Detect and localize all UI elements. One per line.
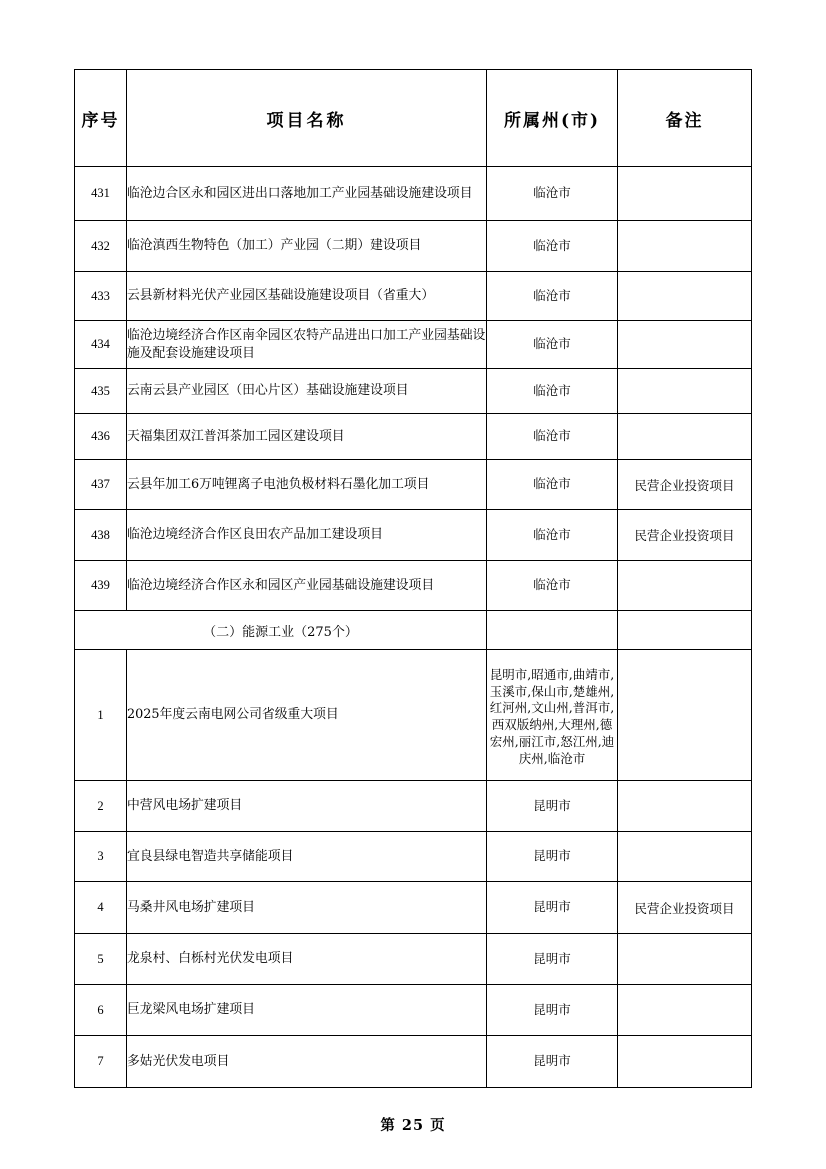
row-region: 昆明市 — [487, 934, 618, 985]
section-heading-row — [75, 611, 752, 650]
row-remark — [618, 781, 752, 832]
row-region: 临沧市 — [487, 510, 618, 561]
row-remark — [618, 1036, 752, 1088]
column-header-region: 所属州(市) — [487, 70, 618, 167]
row-no: 5 — [75, 934, 127, 985]
row-no: 3 — [75, 832, 127, 882]
row-name: 临沧边境经济合作区南伞园区农特产品进出口加工产业园基础设施及配套设施建设项目 — [127, 321, 487, 369]
row-no: 6 — [75, 985, 127, 1036]
table-row — [75, 414, 752, 460]
row-name: 临沧边境经济合作区良田农产品加工建设项目 — [127, 510, 487, 561]
row-remark — [618, 561, 752, 611]
row-no: 7 — [75, 1036, 127, 1088]
row-remark — [618, 369, 752, 414]
row-name: 2025年度云南电网公司省级重大项目 — [127, 650, 487, 781]
row-region: 临沧市 — [487, 272, 618, 321]
row-remark — [618, 272, 752, 321]
section-heading: （二）能源工业（275个） — [75, 611, 487, 650]
row-remark — [618, 221, 752, 272]
table-row — [75, 321, 752, 369]
table-row — [75, 561, 752, 611]
row-no: 432 — [75, 221, 127, 272]
project-table-container — [74, 69, 751, 1088]
row-no: 4 — [75, 882, 127, 934]
row-region: 昆明市 — [487, 1036, 618, 1088]
column-header-name: 项目名称 — [127, 70, 487, 167]
row-name: 临沧边境经济合作区永和园区产业园基础设施建设项目 — [127, 561, 487, 611]
row-remark: 民营企业投资项目 — [618, 460, 752, 510]
row-region — [487, 650, 618, 781]
table-row — [75, 1036, 752, 1088]
row-remark — [618, 650, 752, 781]
table-row — [75, 510, 752, 561]
row-name: 中营风电场扩建项目 — [127, 781, 487, 832]
row-name: 云县新材料光伏产业园区基础设施建设项目（省重大） — [127, 272, 487, 321]
row-no: 437 — [75, 460, 127, 510]
row-name: 多姑光伏发电项目 — [127, 1036, 487, 1088]
row-remark — [618, 321, 752, 369]
row-remark — [618, 832, 752, 882]
row-region: 昆明市 — [487, 832, 618, 882]
row-region: 昆明市 — [487, 781, 618, 832]
row-no: 2 — [75, 781, 127, 832]
row-no: 436 — [75, 414, 127, 460]
row-no: 435 — [75, 369, 127, 414]
row-no: 1 — [75, 650, 127, 781]
row-region: 临沧市 — [487, 414, 618, 460]
row-name: 云县年加工6万吨锂离子电池负极材料石墨化加工项目 — [127, 460, 487, 510]
row-region: 临沧市 — [487, 221, 618, 272]
table-row — [75, 781, 752, 832]
row-name: 云南云县产业园区（田心片区）基础设施建设项目 — [127, 369, 487, 414]
row-remark — [618, 934, 752, 985]
row-no: 433 — [75, 272, 127, 321]
row-region: 昆明市 — [487, 882, 618, 934]
row-region: 临沧市 — [487, 167, 618, 221]
row-name: 马桑井风电场扩建项目 — [127, 882, 487, 934]
row-name: 龙泉村、白栎村光伏发电项目 — [127, 934, 487, 985]
row-name: 临沧滇西生物特色（加工）产业园（二期）建设项目 — [127, 221, 487, 272]
page-footer: 第 25 页 — [380, 1117, 446, 1134]
section-remark-blank — [618, 611, 752, 650]
table-row — [75, 460, 752, 510]
table-row — [75, 985, 752, 1036]
row-region: 临沧市 — [487, 369, 618, 414]
section-region-blank — [487, 611, 618, 650]
table-row — [75, 221, 752, 272]
row-region-text: 昆明市,昭通市,曲靖市,玉溪市,保山市,楚雄州,红河州,文山州,普洱市,西双版纳州,大理州,德宏州,丽江市,怒江州,迪庆州,临沧市 — [489, 666, 615, 766]
row-remark — [618, 167, 752, 221]
row-name: 天福集团双江普洱茶加工园区建设项目 — [127, 414, 487, 460]
row-no: 434 — [75, 321, 127, 369]
table-row — [75, 832, 752, 882]
column-header-no: 序号 — [75, 70, 127, 167]
table-row — [75, 934, 752, 985]
row-region: 临沧市 — [487, 321, 618, 369]
column-header-remark: 备注 — [618, 70, 752, 167]
row-remark — [618, 414, 752, 460]
table-row — [75, 167, 752, 221]
table-header-row — [75, 70, 752, 167]
row-region: 昆明市 — [487, 985, 618, 1036]
row-no: 439 — [75, 561, 127, 611]
row-name: 临沧边合区永和园区进出口落地加工产业园基础设施建设项目 — [127, 167, 487, 221]
row-remark: 民营企业投资项目 — [618, 510, 752, 561]
row-remark: 民营企业投资项目 — [618, 882, 752, 934]
row-no: 431 — [75, 167, 127, 221]
row-remark — [618, 985, 752, 1036]
table-row — [75, 369, 752, 414]
project-table — [74, 69, 752, 1088]
row-region: 临沧市 — [487, 460, 618, 510]
row-name: 巨龙梁风电场扩建项目 — [127, 985, 487, 1036]
table-row — [75, 650, 752, 781]
row-region: 临沧市 — [487, 561, 618, 611]
table-row — [75, 272, 752, 321]
row-no: 438 — [75, 510, 127, 561]
table-row — [75, 882, 752, 934]
row-name: 宜良县绿电智造共享储能项目 — [127, 832, 487, 882]
